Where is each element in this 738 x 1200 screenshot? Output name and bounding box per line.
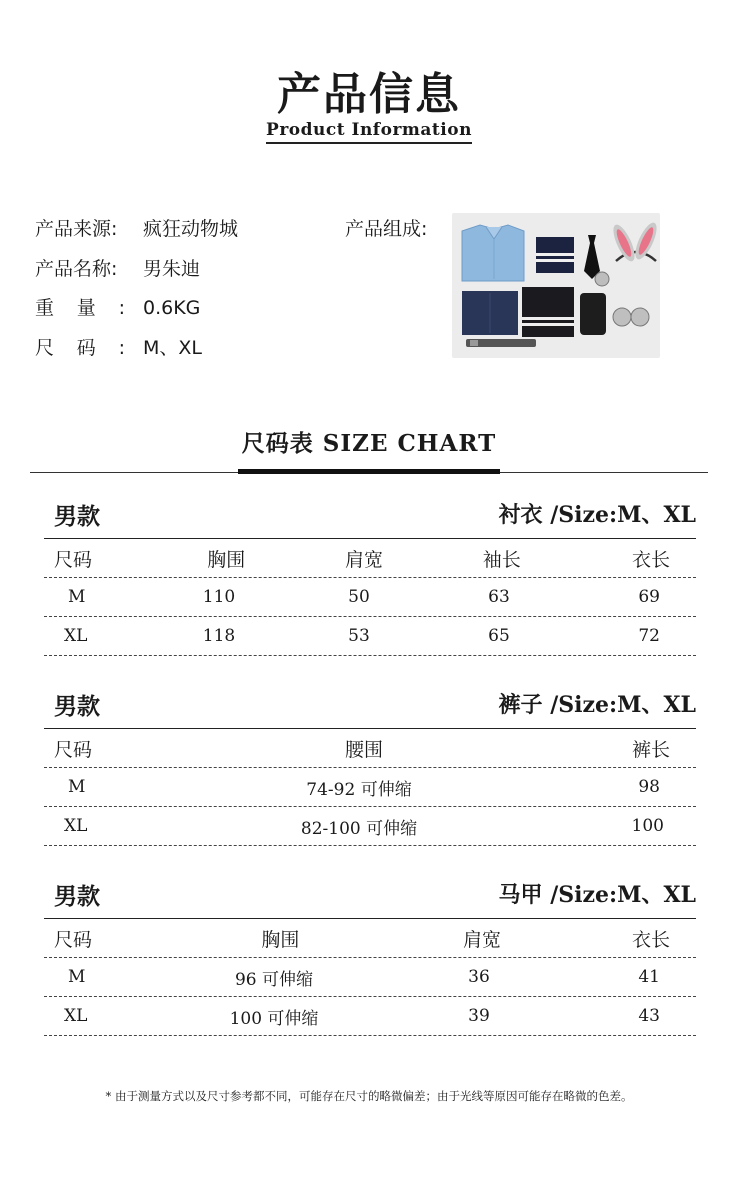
section-header <box>44 686 696 728</box>
info-weight-label: 重量: <box>35 297 125 319</box>
page-subtitle <box>0 120 738 140</box>
data-cell: M <box>68 777 86 797</box>
bunny-ears-image <box>609 220 660 264</box>
header-cell: 尺码 <box>54 548 93 571</box>
shirt-image <box>462 225 524 281</box>
header-cell: 肩宽 <box>344 548 383 571</box>
section-gender-label: 男款 <box>54 693 100 720</box>
section-item-label: 马甲 /Size:M、XL <box>498 882 696 908</box>
shirt-size-table <box>44 496 696 656</box>
info-source-label: 产品来源: <box>35 218 118 240</box>
data-cell: 53 <box>348 626 370 646</box>
knit-vest-image <box>536 237 574 273</box>
data-cell: 50 <box>348 587 370 607</box>
vest-size-table <box>44 876 696 1036</box>
data-cell: 96 可伸缩 <box>234 969 314 990</box>
data-cell: XL <box>64 816 88 836</box>
data-cell: 110 <box>202 587 236 607</box>
table-header-row <box>44 919 696 958</box>
info-size-label: 尺码: <box>35 337 125 359</box>
data-cell: 118 <box>202 626 236 646</box>
data-cell: 100 可伸缩 <box>229 1008 319 1029</box>
section-header <box>44 876 696 918</box>
data-cell: 69 <box>638 587 660 607</box>
disclaimer-note: * 由于测量方式以及尺寸参考都不同，可能存在尺寸的略微偏差；由于光线等原因可能存在略微的色差。 <box>105 1089 633 1103</box>
table-row <box>44 768 696 807</box>
vest-image <box>522 287 574 337</box>
data-cell: 39 <box>468 1006 490 1026</box>
header-cell: 尺码 <box>54 738 93 761</box>
info-weight-value: 0.6KG <box>143 297 201 319</box>
table-row <box>44 997 696 1036</box>
table-row <box>44 617 696 656</box>
info-name-label: 产品名称: <box>35 258 118 280</box>
page-title: 产品信息 <box>277 69 461 120</box>
product-photo <box>452 213 660 358</box>
title-underline <box>238 469 500 474</box>
info-size-value: M、XL <box>143 337 202 359</box>
info-size <box>35 333 202 360</box>
header-cell: 胸围 <box>261 928 300 951</box>
section-gender-label: 男款 <box>54 883 100 910</box>
header-cell: 衣长 <box>632 928 671 951</box>
data-cell: 100 <box>631 816 664 836</box>
size-chart-title: 尺码表 SIZE CHART <box>241 430 497 457</box>
info-name <box>35 254 200 281</box>
table-header-row <box>44 729 696 768</box>
section-gender-label: 男款 <box>54 503 100 530</box>
data-cell: 41 <box>638 967 660 987</box>
data-cell: 63 <box>488 587 510 607</box>
header-cell: 衣长 <box>632 548 671 571</box>
info-name-value: 男朱迪 <box>143 258 201 280</box>
header-cell: 肩宽 <box>463 928 502 951</box>
header-cell: 胸围 <box>207 548 246 571</box>
data-cell: 43 <box>638 1006 660 1026</box>
data-cell: 74-92 可伸缩 <box>306 779 412 800</box>
info-weight <box>35 293 200 320</box>
section-item-label: 衬衣 /Size:M、XL <box>498 502 696 528</box>
pouch-image <box>580 293 606 335</box>
info-source-value: 疯狂动物城 <box>143 218 239 240</box>
section-item-label: 裤子 /Size:M、XL <box>498 692 696 718</box>
data-cell: 82-100 可伸缩 <box>300 818 418 839</box>
data-cell: 36 <box>468 967 490 987</box>
data-cell: M <box>68 967 86 987</box>
tie-image <box>584 235 600 279</box>
header-cell: 裤长 <box>632 738 671 761</box>
header-cell: 腰围 <box>344 738 383 761</box>
subtitle-text: Product Information <box>266 120 472 144</box>
info-source <box>35 214 238 241</box>
table-row <box>44 578 696 617</box>
pants-image <box>462 291 518 335</box>
table-header-row <box>44 539 696 578</box>
data-cell: M <box>68 587 86 607</box>
header-cell: 尺码 <box>54 928 93 951</box>
data-cell: 65 <box>488 626 510 646</box>
data-cell: 72 <box>638 626 660 646</box>
table-row <box>44 807 696 846</box>
pants-size-table <box>44 686 696 846</box>
belt-image <box>466 339 536 347</box>
product-parts-image <box>452 213 660 358</box>
data-cell: 98 <box>638 777 660 797</box>
table-row <box>44 958 696 997</box>
data-cell: XL <box>64 1006 88 1026</box>
data-cell: XL <box>64 626 88 646</box>
section-header <box>44 496 696 538</box>
composition-label: 产品组成: <box>345 218 428 240</box>
header-cell: 袖长 <box>482 548 521 571</box>
